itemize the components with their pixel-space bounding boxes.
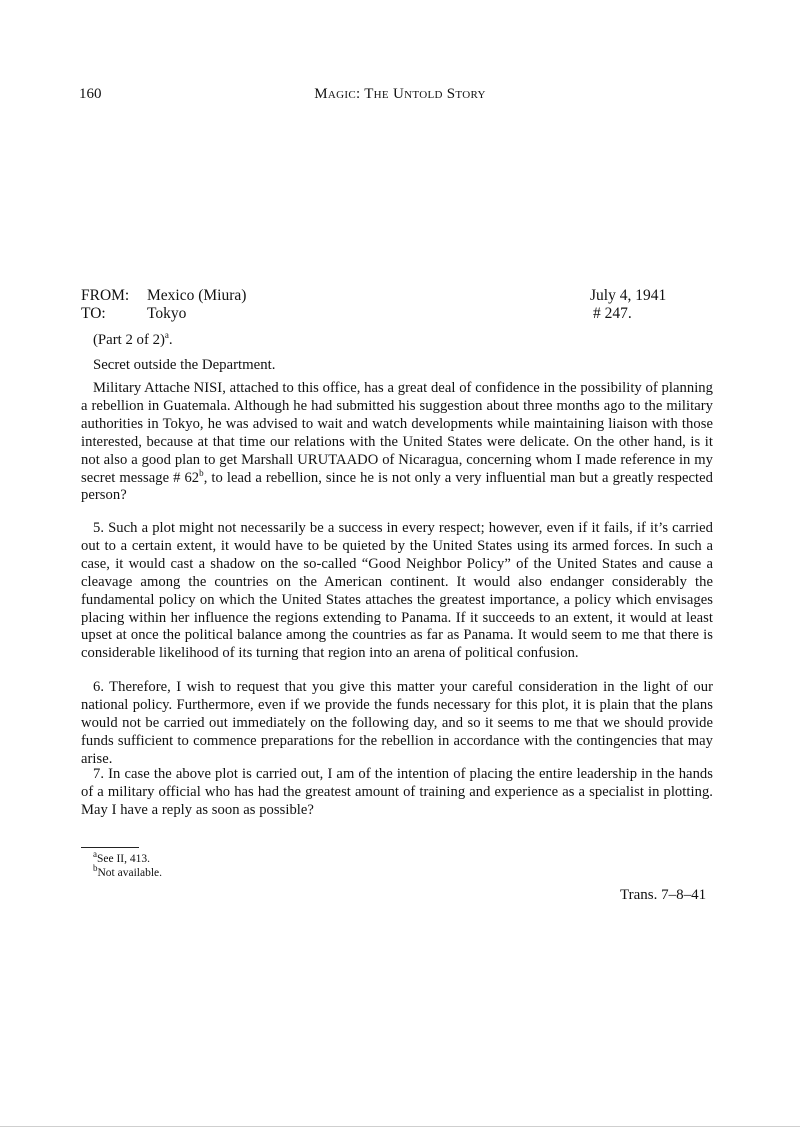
header-from-row: [81, 287, 246, 305]
paragraph-5: 5. Such a plot might not necessarily be a success in every respect; however, even if it fails, if it’s carried out to a certain extent, it would have to be quieted by the United States using its armed forces. In such a case, it would cast a shadow on the so-called “Good Neighbor Policy” of the United States and cause a cleavage among the countries on the American continent. It would also endanger considerably the fundamental policy on which the United States attaches the greatest importance, a policy which envisages placing within her influence the regions extending to Panama. If it succeeds to an extent, it would at least upset at once the political balance among the countries as far as Panama. It would seem to me that there is considerable likelihood of its turning that region into an arena of political confusion.: [81, 520, 713, 662]
secret-line: Secret outside the Department.: [93, 357, 276, 373]
running-head: Magic: The Untold Story: [314, 86, 486, 102]
footnote-a-text: See II, 413.: [97, 853, 151, 865]
footnote-a-marker: a: [93, 849, 97, 860]
bottom-rule: [0, 1126, 800, 1127]
footnote-ref-b: b: [199, 467, 204, 478]
to-value: Tokyo: [147, 305, 187, 322]
footnote-rule: [81, 847, 139, 848]
footnote-a: [93, 849, 151, 866]
paragraph-1: [81, 380, 713, 505]
footnote-b-text: Not available.: [97, 867, 163, 879]
part-line: (Part 2 of 2)$^a$.: [93, 330, 173, 348]
header-to-row: [81, 305, 186, 323]
page-number: 160: [79, 86, 102, 102]
from-label: FROM:: [81, 287, 130, 304]
from-value: Mexico (Miura): [147, 287, 247, 304]
message-number: # 247.: [593, 305, 632, 322]
footnote-ref-a: a: [164, 330, 169, 341]
to-label: TO:: [81, 305, 106, 322]
message-date: July 4, 1941: [590, 287, 667, 304]
paragraph-7: 7. In case the above plot is carried out, I am of the intention of placing the entire leadership in the hands of a military official who has had the greatest amount of training and experience as a specialist in plotting. May I have a reply as soon as possible?: [81, 766, 713, 818]
paragraph-6: 6. Therefore, I wish to request that you give this matter your careful consideration in the light of our national policy. Furthermore, even if we provide the funds necessary for this plot, it is plain that the plans would not be carried out immediately on the following day, and so it seems to me that we should provide funds sufficient to commence preparations for the rebellion in accordance with the contingencies that may arise.: [81, 679, 713, 767]
paragraph-1-text-b: , to lead a rebellion, since he is not only a very influential man but a greatly respected person?: [81, 469, 713, 504]
translation-date: Trans. 7–8–41: [620, 887, 707, 903]
paragraph-1-text-a: Military Attache NISI, attached to this office, has a great deal of confidence in the possibility of planning a rebellion in Guatemala. Although he had submitted his suggestion about three months ago to the military authorities in Tokyo, he was advised to wait and watch developments while maintaining liaison with those interested, because at that time our relations with the United States were delicate. On the other hand, is it not also a good plan to get Marshall URUTAADO of Nicaragua, concerning whom I made reference in my secret message # 62: [81, 380, 713, 486]
part-line-text: (Part 2 of 2): [93, 332, 165, 348]
footnote-b-marker: b: [93, 863, 98, 874]
footnote-b: [93, 863, 163, 880]
